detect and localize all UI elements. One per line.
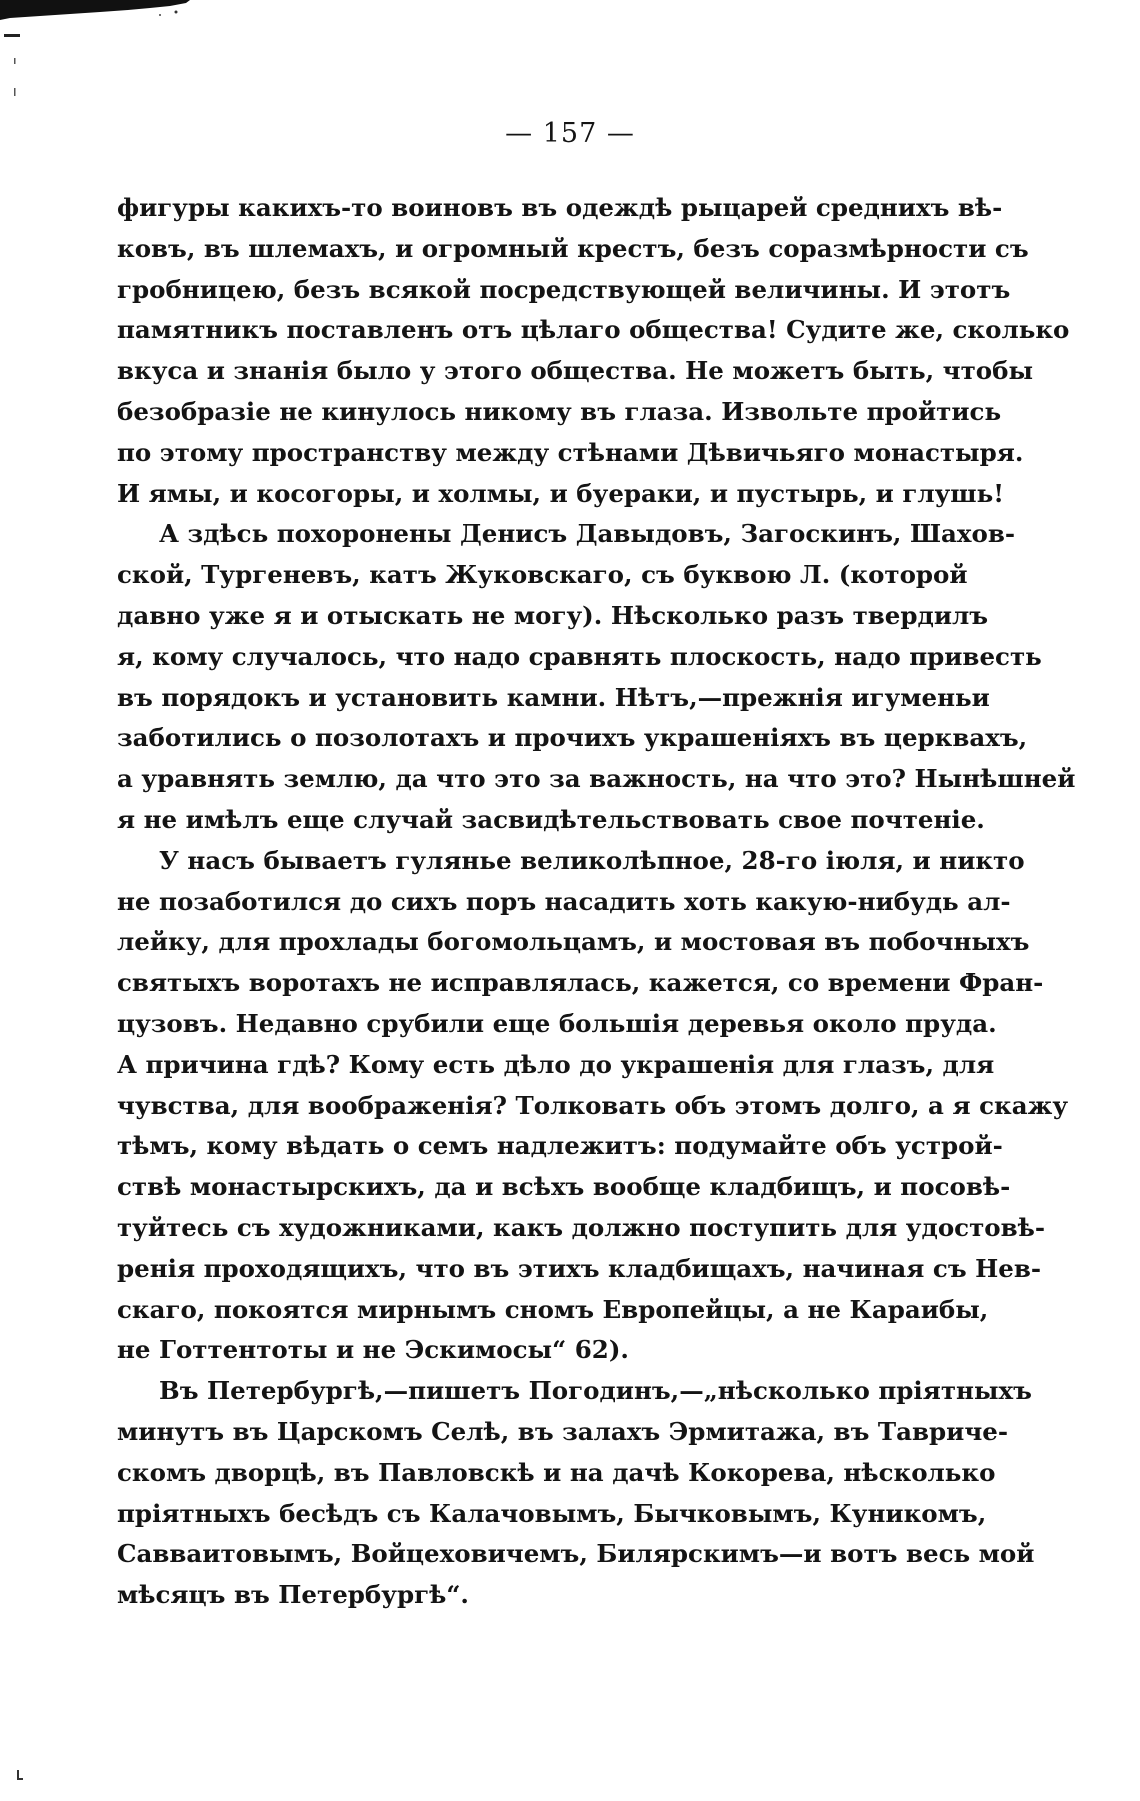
paragraph <box>117 188 1070 514</box>
text-line: а уравнять землю, да что это за важность, на что это? Нынѣшней <box>117 764 1076 794</box>
text-line: по этому пространству между стѣнами Дѣвичьяго монастыря. <box>117 437 1024 467</box>
text-line: А здѣсь похоронены Денисъ Давыдовъ, Загоскинъ, Шахов- <box>159 519 1016 549</box>
text-line: тѣмъ, кому вѣдать о семъ надлежитъ: подумайте объ устрой- <box>117 1131 1003 1161</box>
text-line: гробницею, безъ всякой посредствующей величины. И этотъ <box>117 274 1011 304</box>
page-number: — 157 — <box>505 118 635 149</box>
text-line: Въ Петербургѣ,—пишетъ Погодинъ,—„нѣсколько пріятныхъ <box>159 1376 1032 1406</box>
paragraph <box>117 1371 1035 1616</box>
text-line: не позаботился до сихъ поръ насадить хоть какую-нибудь ал- <box>117 886 1011 916</box>
text-line: туйтесь съ художниками, какъ должно поступить для удостовѣ- <box>117 1212 1046 1242</box>
text-line: я не имѣлъ еще случай засвидѣтельствовать свое почтеніе. <box>117 804 985 834</box>
text-line: У насъ бываетъ гулянье великолѣпное, 28-го іюля, и никто <box>159 845 1025 875</box>
text-line: ковъ, въ шлемахъ, и огромный крестъ, безъ соразмѣрности съ <box>117 233 1029 263</box>
paragraph <box>117 841 1069 1371</box>
text-line: пріятныхъ бесѣдъ съ Калачовымъ, Бычковымъ, Куникомъ, <box>117 1498 987 1528</box>
text-line: давно уже я и отыскать не могу). Нѣсколько разъ твердилъ <box>117 600 989 630</box>
text-line: фигуры какихъ-то воиновъ въ одеждѣ рыцарей среднихъ вѣ- <box>117 193 1003 222</box>
text-line: цузовъ. Недавно срубили еще большія деревья около пруда. <box>117 1008 997 1038</box>
text-line: въ порядокъ и установить камни. Нѣтъ,—прежнія игуменьи <box>117 682 990 712</box>
text-line: Савваитовымъ, Войцеховичемъ, Билярскимъ—и вотъ весь мой <box>117 1539 1035 1569</box>
text-line: вкуса и знанія было у этого общества. Не можетъ быть, чтобы <box>117 356 1033 386</box>
text-line: я, кому случалось, что надо сравнять плоскость, надо привесть <box>117 641 1042 671</box>
scan-edge-mark-left <box>0 28 24 118</box>
text-line: лейку, для прохлады богомольцамъ, и мостовая въ побочныхъ <box>117 927 1030 957</box>
text-line: минутъ въ Царскомъ Селѣ, въ залахъ Эрмитажа, въ Тавриче- <box>117 1416 1009 1446</box>
text-line: ствѣ монастырскихъ, да и всѣхъ вообще кладбищъ, и посовѣ- <box>117 1172 1011 1202</box>
text-line: святыхъ воротахъ не исправлялась, кажется, со времени Фран- <box>117 968 1044 998</box>
text-line: не Готтентоты и не Эскимосы“ 62). <box>117 1335 629 1365</box>
text-line: безобразіе не кинулось никому въ глаза. Извольте пройтись <box>117 396 1002 426</box>
text-line: А причина гдѣ? Кому есть дѣло до украшенія для глазъ, для <box>117 1049 995 1079</box>
body-text <box>117 188 1076 1616</box>
scan-edge-mark <box>0 0 190 28</box>
paragraph <box>117 514 1076 840</box>
text-line: скаго, покоятся мирнымъ сномъ Европейцы, а не Караибы, <box>117 1294 989 1324</box>
text-line: чувства, для воображенія? Толковать объ этомъ долго, а я скажу <box>117 1090 1069 1120</box>
text-line: заботились о позолотахъ и прочихъ украшеніяхъ въ церквахъ, <box>117 723 1028 753</box>
text-line: ренія проходящихъ, что въ этихъ кладбищахъ, начиная съ Нев- <box>117 1253 1042 1283</box>
text-line: И ямы, и косогоры, и холмы, и буераки, и пустырь, и глушь! <box>117 478 1005 508</box>
text-line: памятникъ поставленъ отъ цѣлаго общества! Судите же, сколько <box>117 315 1070 345</box>
text-line: скомъ дворцѣ, въ Павловскѣ и на дачѣ Кокорева, нѣсколько <box>117 1457 996 1487</box>
scan-dot-mark <box>14 1768 24 1784</box>
text-line: ской, Тургеневъ, катъ Жуковскаго, съ буквою Л. (которой <box>117 560 968 590</box>
text-line: мѣсяцъ въ Петербургѣ“. <box>117 1580 469 1610</box>
